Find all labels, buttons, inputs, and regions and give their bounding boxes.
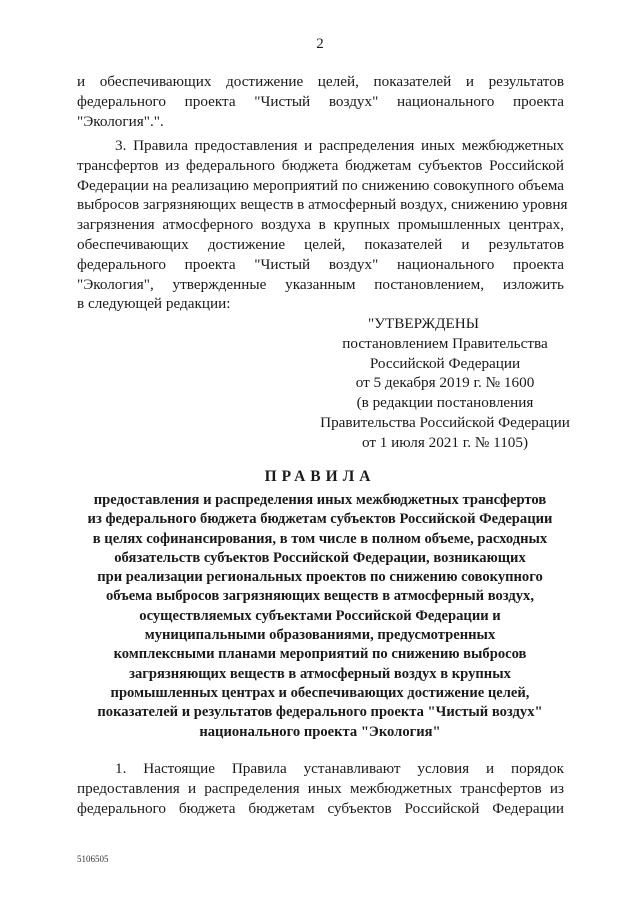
text-line: в следующей редакции: xyxy=(77,295,231,313)
document-title: ПРАВИЛА xyxy=(264,468,376,485)
text-line: "Экология".". xyxy=(77,112,164,130)
text-line: трансфертов из федерального бюджета бюджетам субъектов Российской xyxy=(77,156,564,174)
approval-line: постановлением Правительства xyxy=(342,334,548,352)
subtitle-line: загрязняющих веществ в атмосферный воздух в крупных xyxy=(129,665,511,682)
paragraph-rule-1 xyxy=(77,759,564,818)
text-line: федерального проекта "Чистый воздух" национального проекта xyxy=(77,92,564,110)
paragraph-continuation xyxy=(77,72,564,131)
approval-line: Правительства Российской Федерации xyxy=(320,413,570,431)
approval-block xyxy=(300,314,590,453)
subtitle-line: при реализации региональных проектов по снижению совокупного xyxy=(97,569,543,586)
approval-line: от 1 июля 2021 г. № 1105) xyxy=(361,433,529,451)
text-line: "Экология", утвержденные указанным постановлением, изложить xyxy=(77,275,564,293)
approval-line: от 5 декабря 2019 г. № 1600 xyxy=(355,374,535,392)
subtitle-line: муниципальными образованиями, предусмотренных xyxy=(144,627,496,644)
approval-line: (в редакции постановления xyxy=(356,394,534,412)
subtitle-line: осуществляемых субъектами Российской Федерации и xyxy=(139,607,501,624)
text-line: обеспечивающих достижение целей, показателей и результатов xyxy=(77,235,564,253)
subtitle-line: комплексными планами мероприятий по снижению выбросов xyxy=(113,646,527,663)
subtitle-line: объема выбросов загрязняющих веществ в атмосферный воздух, xyxy=(105,588,535,605)
text-line: предоставления и распределения иных межбюджетных трансфертов из xyxy=(77,779,564,797)
subtitle-line: из федерального бюджета бюджетам субъектов Российской Федерации xyxy=(87,511,553,528)
subtitle-line: в целях софинансирования, в том числе в полном объеме, расходных xyxy=(92,530,548,547)
approval-line: Российской Федерации xyxy=(369,354,521,372)
document-subtitle xyxy=(60,491,580,742)
subtitle-line: обязательств субъектов Российской Федерации, возникающих xyxy=(114,549,526,566)
text-line: федерального бюджета бюджетам субъектов Российской Федерации xyxy=(77,799,564,817)
document-code: 5106505 xyxy=(77,854,109,864)
text-line: 1. Настоящие Правила устанавливают условия и порядок xyxy=(115,760,564,777)
text-line: Федерации на реализацию мероприятий по снижению совокупного объема xyxy=(77,176,564,194)
text-line: загрязнения атмосферного воздуха в крупных промышленных центрах, xyxy=(77,216,564,234)
text-line: и обеспечивающих достижение целей, показателей и результатов xyxy=(77,73,564,90)
text-line: федерального проекта "Чистый воздух" национального проекта xyxy=(77,255,564,273)
page-number: 2 xyxy=(316,36,324,52)
subtitle-line: предоставления и распределения иных межбюджетных трансфертов xyxy=(93,492,547,508)
paragraph-item-3 xyxy=(77,136,568,314)
text-line: 3. Правила предоставления и распределения иных межбюджетных xyxy=(115,137,564,154)
subtitle-line: национального проекта "Экология" xyxy=(199,723,441,740)
subtitle-line: промышленных центрах и обеспечивающих достижение целей, xyxy=(110,684,530,701)
subtitle-line: показателей и результатов федерального проекта "Чистый воздух" xyxy=(97,704,543,721)
text-line: выбросов загрязняющих веществ в атмосферный воздух, снижению уровня xyxy=(77,196,568,214)
approval-heading: "УТВЕРЖДЕНЫ xyxy=(368,315,480,332)
